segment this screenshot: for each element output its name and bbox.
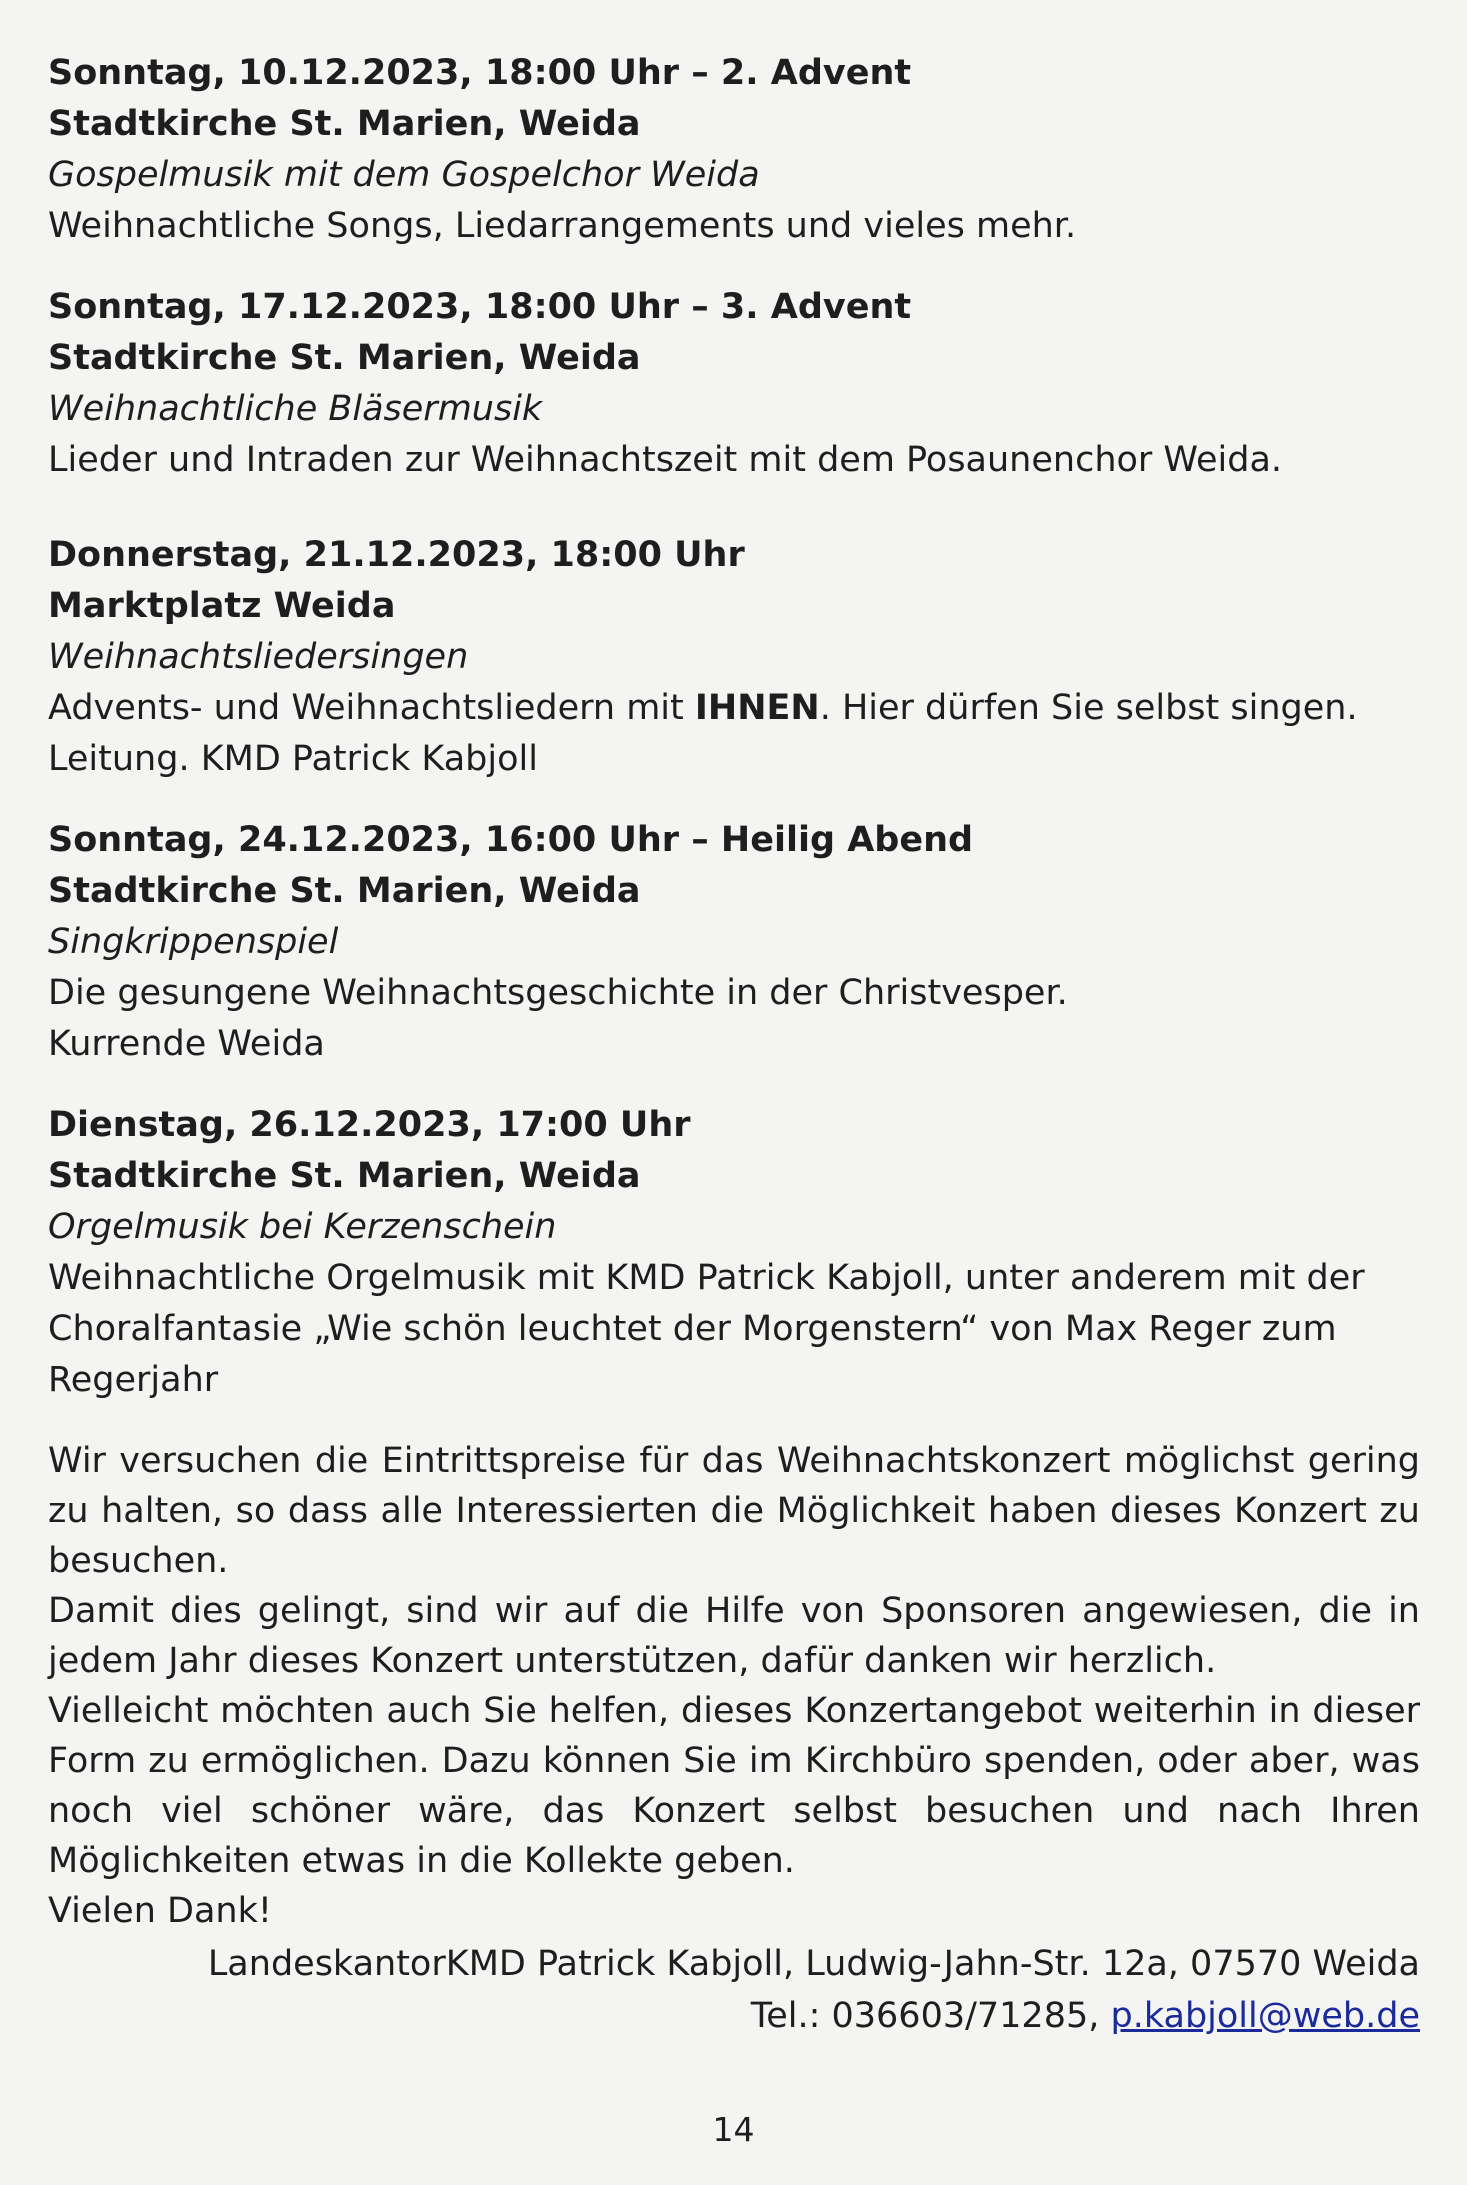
appeal-paragraph: Damit dies gelingt, sind wir auf die Hilfe von Sponsoren angewiesen, die in jedem Jahr dieses Konzert unterstützen, dafür danken wir herzlich.: [48, 1591, 1420, 1681]
event-venue: Stadtkirche St. Marien, Weida: [48, 338, 641, 378]
signature-address: LandeskantorKMD Patrick Kabjoll, Ludwig-Jahn-Str. 12a, 07570 Weida: [207, 1944, 1420, 1984]
event-date: Dienstag, 26.12.2023, 17:00 Uhr: [48, 1105, 691, 1145]
page-content: [48, 48, 1420, 2042]
event-description: Die gesungene Weihnachtsgeschichte in der Christvesper.: [48, 973, 1068, 1013]
event-venue: Stadtkirche St. Marien, Weida: [48, 1156, 641, 1196]
event-title: Singkrippenspiel: [48, 922, 339, 962]
description-emphasis: IHNEN: [694, 688, 820, 728]
event-entry: [48, 530, 1420, 785]
event-date: Sonntag, 10.12.2023, 18:00 Uhr – 2. Advent: [48, 53, 912, 93]
event-description: Choralfantasie „Wie schön leuchtet der Morgenstern“ von Max Reger zum: [48, 1309, 1337, 1349]
event-entry: [48, 1100, 1420, 1406]
event-entry: [48, 815, 1420, 1070]
event-description: Lieder und Intraden zur Weihnachtszeit mit dem Posaunenchor Weida.: [48, 440, 1283, 480]
event-title: Weihnachtliche Bläsermusik: [48, 389, 543, 429]
event-title: Weihnachtsliedersingen: [48, 637, 469, 677]
email-link[interactable]: p.kabjoll@web.de: [1110, 1996, 1420, 2036]
appeal-paragraph: Wir versuchen die Eintrittspreise für das Weihnachtskonzert möglichst gering zu halten, so dass alle Interessierten die Möglichkeit haben dieses Konzert zu besuchen.: [48, 1441, 1420, 1581]
thanks-line: Vielen Dank!: [48, 1891, 272, 1931]
event-title: Gospelmusik mit dem Gospelchor Weida: [48, 155, 760, 195]
phone-number: Tel.: 036603/71285,: [750, 1996, 1111, 2036]
event-date: Sonntag, 24.12.2023, 16:00 Uhr – Heilig Abend: [48, 820, 974, 860]
event-entry: [48, 48, 1420, 252]
event-venue: Stadtkirche St. Marien, Weida: [48, 871, 641, 911]
sponsor-appeal: [48, 1436, 1420, 1936]
event-description: Regerjahr: [48, 1360, 219, 1400]
description-text: . Hier dürfen Sie selbst singen.: [819, 688, 1358, 728]
event-leader: Leitung. KMD Patrick Kabjoll: [48, 739, 538, 779]
event-performer: Kurrende Weida: [48, 1024, 325, 1064]
event-description: Weihnachtliche Orgelmusik mit KMD Patrick Kabjoll, unter anderem mit der: [48, 1258, 1365, 1298]
event-title: Orgelmusik bei Kerzenschein: [48, 1207, 557, 1247]
event-date: Donnerstag, 21.12.2023, 18:00 Uhr: [48, 535, 745, 575]
description-text: Advents- und Weihnachtsliedern mit: [48, 688, 695, 728]
appeal-paragraph: Vielleicht möchten auch Sie helfen, dieses Konzertangebot weiterhin in dieser Form zu ermöglichen. Dazu können Sie im Kirchbüro spenden, oder aber, was noch viel schöner wäre, das Konzert selbst besuchen und nach Ihren Möglichkeiten etwas in die Kollekte geben.: [48, 1691, 1420, 1881]
event-description: [48, 683, 1420, 734]
event-description: Weihnachtliche Songs, Liedarrangements und vieles mehr.: [48, 206, 1077, 246]
event-date: Sonntag, 17.12.2023, 18:00 Uhr – 3. Advent: [48, 287, 912, 327]
event-entry: [48, 282, 1420, 486]
event-venue: Stadtkirche St. Marien, Weida: [48, 104, 641, 144]
signature-contact: [48, 1990, 1420, 2042]
signature-block: [48, 1938, 1420, 2042]
event-venue: Marktplatz Weida: [48, 586, 396, 626]
page-number: 14: [712, 2110, 755, 2149]
